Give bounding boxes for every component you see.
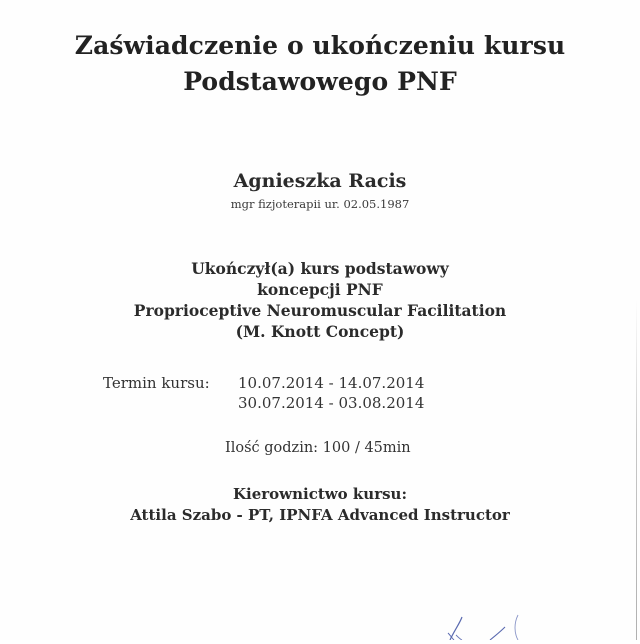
- director-label: Kierownictwo kursu:: [233, 485, 407, 503]
- title-line-2: Podstawowego PNF: [183, 67, 457, 96]
- director-name: Attila Szabo - PT, IPNFA Advanced Instructor: [130, 506, 510, 524]
- certificate-title: [0, 28, 640, 100]
- course-line-4: (M. Knott Concept): [235, 322, 405, 341]
- term-date-range-1: 10.07.2014 - 14.07.2014: [238, 374, 425, 392]
- course-description: [0, 258, 640, 342]
- course-line-3: Proprioceptive Neuromuscular Facilitation: [133, 301, 507, 320]
- scan-edge-divider: [636, 300, 637, 640]
- course-director: [0, 484, 640, 526]
- term-date-range-2: 30.07.2014 - 03.08.2014: [238, 394, 425, 412]
- title-line-1: Zaświadczenie o ukończeniu kursu: [74, 31, 566, 60]
- course-line-1: Ukończył(a) kurs podstawowy: [191, 259, 449, 278]
- term-label: Termin kursu:: [103, 374, 210, 392]
- term-dates: [238, 373, 424, 413]
- handwritten-signature-icon: [440, 605, 540, 640]
- recipient-name: Agnieszka Racis: [233, 170, 407, 192]
- course-line-2: koncepcji PNF: [257, 280, 383, 299]
- recipient-details: mgr fizjoterapii ur. 02.05.1987: [230, 197, 410, 211]
- course-hours: Ilość godzin: 100 / 45min: [225, 440, 411, 456]
